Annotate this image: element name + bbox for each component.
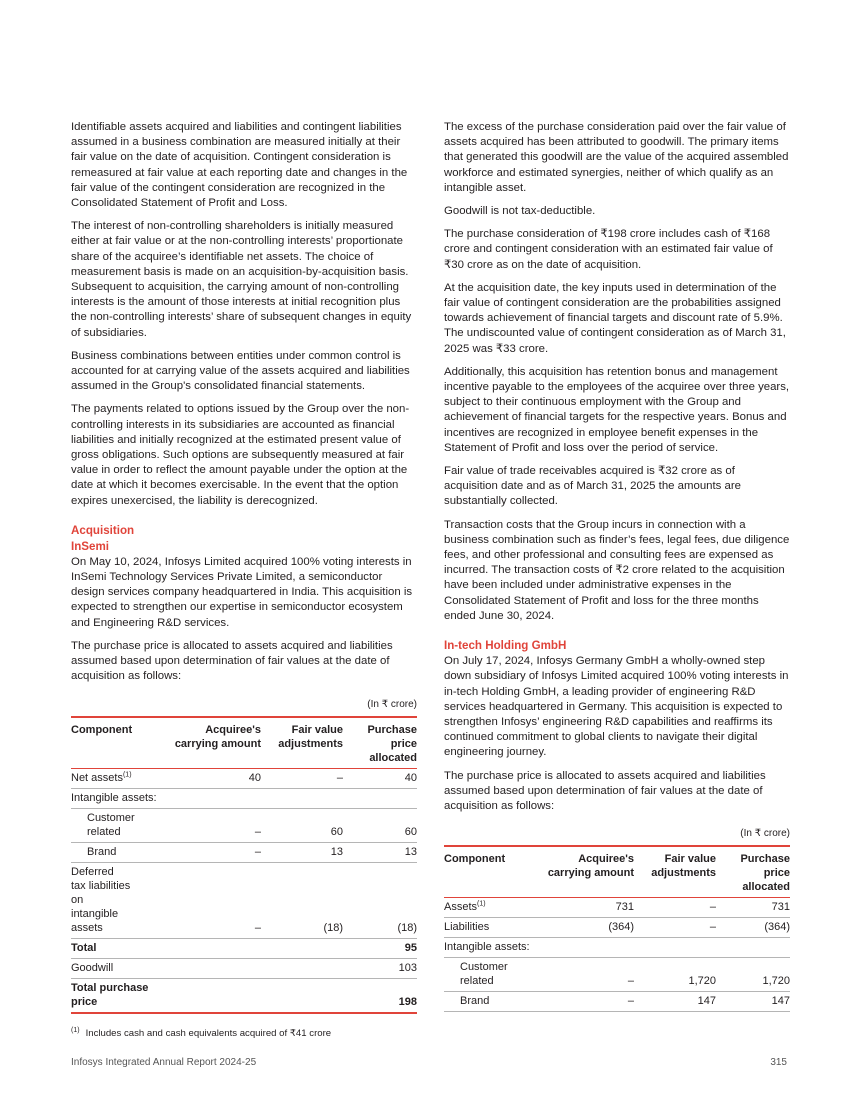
cell-carrying: – <box>544 958 634 992</box>
paragraph-purchase-consideration: The purchase consideration of ₹198 crore includes cash of ₹168 crore and contingent consideration with an estimated fair value of ₹30 crore as on the date of acquisition. <box>444 228 773 271</box>
header-component: Component <box>71 723 133 736</box>
cell-carrying: (364) <box>544 918 634 938</box>
row-label: Customer related <box>444 958 544 992</box>
table-header-row <box>444 846 790 898</box>
cell-fair-value: – <box>634 898 716 918</box>
cell-carrying <box>171 938 261 958</box>
cell-allocated: 60 <box>343 808 417 842</box>
cell-allocated: 147 <box>716 992 790 1012</box>
cell-carrying <box>544 938 634 958</box>
cell-fair-value <box>261 978 343 1013</box>
cell-allocated: 731 <box>716 898 790 918</box>
heading-acquisition: Acquisition <box>71 523 135 537</box>
footnote-marker: (1) <box>122 771 132 779</box>
cell-allocated <box>343 788 417 808</box>
table-unit-label: (In ₹ crore) <box>740 828 790 840</box>
header-fair-value: Fair value adjustments <box>278 723 343 750</box>
table-row <box>444 958 790 992</box>
table-footnote <box>71 1026 417 1041</box>
paragraph-options: The payments related to options issued by the Group over the non-controlling interests in its subsidiaries are accounted as financial liabilities and initially recognized at the estimated present value of gross obligations. Such options are subsequently measured at fair value in order to reflect the amount payable under the option at the date at which it becomes exercisable. In the event that the option expires unexercised, the liability is derecognized. <box>71 403 410 507</box>
cell-allocated: 103 <box>343 958 417 978</box>
cell-allocated: 95 <box>343 938 417 958</box>
header-fair-value: Fair value adjustments <box>651 853 716 880</box>
right-column <box>444 120 790 1012</box>
cell-allocated: 198 <box>343 978 417 1013</box>
paragraph-insemi-intro: On May 10, 2024, Infosys Limited acquired 100% voting interests in InSemi Technology Services Private Limited, a semiconductor design services company headquartered in India. This acquisition is expected to strengthen our expertise in semiconductor ecosystem and Engineering R&D services. <box>71 555 413 629</box>
paragraph-retention-bonus: Additionally, this acquisition has retention bonus and management incentive payable to the employees of the acquiree over three years, subject to their continuous employment with the Group and achievement of financial targets for the respective years. Bonus and incentives are recognized in employee benefit expenses in the Statement of Profit and loss over the period of service. <box>444 365 790 454</box>
cell-allocated: 13 <box>343 842 417 862</box>
header-allocated: Purchase price allocated <box>367 723 417 764</box>
heading-insemi: InSemi <box>71 539 110 553</box>
header-carrying-amount: Acquiree's carrying amount <box>174 723 261 750</box>
header-allocated: Purchase price allocated <box>740 853 790 894</box>
insemi-allocation-table <box>71 716 417 1014</box>
cell-carrying: – <box>171 808 261 842</box>
intech-allocation-table <box>444 845 790 1012</box>
left-column <box>71 120 417 1041</box>
cell-fair-value <box>261 788 343 808</box>
cell-carrying <box>171 978 261 1013</box>
cell-carrying <box>171 958 261 978</box>
cell-allocated: 40 <box>343 768 417 788</box>
table-row <box>444 938 790 958</box>
cell-fair-value: 1,720 <box>634 958 716 992</box>
row-label: Customer related <box>71 808 171 842</box>
footnote-marker: (1) <box>477 900 486 908</box>
cell-fair-value: 147 <box>634 992 716 1012</box>
row-label: Brand <box>444 992 544 1012</box>
paragraph-contingent-inputs: At the acquisition date, the key inputs used in determination of the fair value of contingent consideration are the probabilities assigned towards achievement of financial targets and discount rate of 5.9%. The undiscounted value of contingent consideration as of March 31, 2025 was ₹33 crore. <box>444 281 786 355</box>
row-label: Intangible assets: <box>444 938 544 958</box>
table-row-total-purchase-price <box>71 978 417 1013</box>
cell-fair-value: – <box>261 768 343 788</box>
row-label: Goodwill <box>71 958 171 978</box>
page-number: 315 <box>770 1057 787 1068</box>
paragraph-insemi-allocation: The purchase price is allocated to assets acquired and liabilities assumed based upon determination of fair values at the date of acquisition as follows: <box>71 639 393 683</box>
cell-allocated <box>716 938 790 958</box>
row-label: Intangible assets: <box>71 788 171 808</box>
row-label: Total purchase price <box>71 978 171 1013</box>
table-unit-label: (In ₹ crore) <box>367 698 417 710</box>
table-row <box>71 842 417 862</box>
row-label: Deferred tax liabilities on intangible assets <box>71 862 171 938</box>
cell-carrying: – <box>171 842 261 862</box>
row-label: Brand <box>71 842 171 862</box>
paragraph-intech-allocation: The purchase price is allocated to assets acquired and liabilities assumed based upon determination of fair values at the date of acquisition as follows: <box>444 769 766 812</box>
cell-fair-value: (18) <box>261 862 343 938</box>
paragraph-transaction-costs: Transaction costs that the Group incurs in connection with a business combination such as finder’s fees, legal fees, due diligence fees, and other professional and consulting fees are expensed as incurred. The transaction costs of ₹2 crore related to the acquisition have been included under administrative expenses in the Consolidated Statement of Profit and loss for the three months ended June 30, 2024. <box>444 518 790 622</box>
table-row <box>444 898 790 918</box>
paragraph-goodwill-tax: Goodwill is not tax-deductible. <box>444 205 596 218</box>
header-component: Component <box>444 853 506 866</box>
cell-allocated: (18) <box>343 862 417 938</box>
cell-fair-value: – <box>634 918 716 938</box>
paragraph-intech-intro: On July 17, 2024, Infosys Germany GmbH a wholly-owned step down subsidiary of Infosys Limited acquired 100% voting interests in in-tech Holding GmbH, a leading provider of engineering R&D services headquartered in Germany. This acquisition is expected to strengthen Infosys’ engineering R&D capabilities and reaffirms its continued commitment to global clients to navigate their digital engineering journey. <box>444 655 789 759</box>
table-row <box>71 788 417 808</box>
table-header-row <box>71 717 417 769</box>
cell-allocated: (364) <box>716 918 790 938</box>
footnote-text: Includes cash and cash equivalents acquired of ₹41 crore <box>85 1027 332 1039</box>
cell-fair-value <box>261 938 343 958</box>
cell-fair-value: 13 <box>261 842 343 862</box>
paragraph-goodwill-excess: The excess of the purchase consideration paid over the fair value of assets acquired has been attributed to goodwill. The primary items that generated this goodwill are the value of the acquired assembled workforce and estimated synergies, neither of which qualify as an intangible asset. <box>444 121 789 194</box>
table-row <box>444 918 790 938</box>
cell-carrying <box>171 788 261 808</box>
header-carrying-amount: Acquiree's carrying amount <box>547 853 634 880</box>
paragraph-trade-receivables: Fair value of trade receivables acquired is ₹32 crore as of acquisition date and as of March 31, 2025 the amounts are substantially collected. <box>444 465 741 508</box>
row-label: Net assets <box>71 771 123 784</box>
paragraph-non-controlling-interest: The interest of non-controlling shareholders is initially measured either at fair value or at the non-controlling interests’ proportionate share of the acquiree’s identifiable net assets. The choice of measurement basis is made on an acquisition-by-acquisition basis. Subsequent to acquisition, the carrying amount of non-controlling interests is the amount of those interests at initial recognition plus the non-controlling interests’ share of subsequent changes in equity of subsidiaries. <box>71 220 412 339</box>
cell-carrying: – <box>171 862 261 938</box>
row-label: Liabilities <box>444 918 544 938</box>
cell-fair-value: 60 <box>261 808 343 842</box>
table-row <box>71 768 417 788</box>
cell-fair-value <box>634 938 716 958</box>
paragraph-identifiable-assets: Identifiable assets acquired and liabilities and contingent liabilities assumed in a business combination are measured initially at their fair value on the date of acquisition. Contingent consideration is remeasured at fair value at each reporting date and changes in the fair value of the contingent consideration are recognized in the Consolidated Statement of Profit and Loss. <box>71 121 408 210</box>
cell-fair-value <box>261 958 343 978</box>
table-row <box>71 862 417 938</box>
table-row <box>444 992 790 1012</box>
table-row-goodwill <box>71 958 417 978</box>
footer-report-title: Infosys Integrated Annual Report 2024-25 <box>71 1057 257 1068</box>
table-row <box>71 808 417 842</box>
row-label: Total <box>71 938 171 958</box>
cell-carrying: 731 <box>544 898 634 918</box>
table-row-total <box>71 938 417 958</box>
heading-intech: In-tech Holding GmbH <box>444 639 567 653</box>
cell-allocated: 1,720 <box>716 958 790 992</box>
paragraph-common-control: Business combinations between entities under common control is accounted for at carrying value of the assets acquired and liabilities assumed in the Group's consolidated financial statements. <box>71 349 410 393</box>
cell-carrying: 40 <box>171 768 261 788</box>
footnote-marker: (1) <box>71 1026 80 1034</box>
row-label: Assets <box>444 901 478 914</box>
cell-carrying: – <box>544 992 634 1012</box>
